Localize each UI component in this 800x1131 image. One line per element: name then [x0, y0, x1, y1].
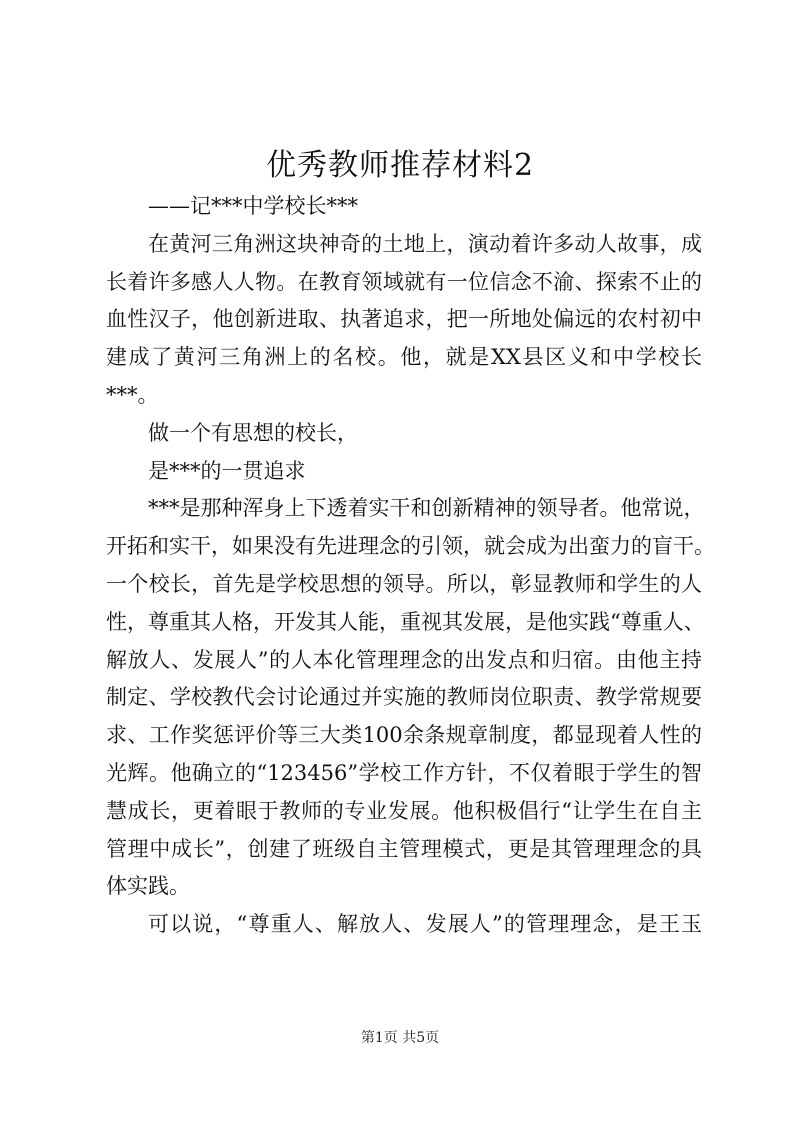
paragraph-line: ***是那种浑身上下透着实干和创新精神的领导者。他常说， [148, 496, 705, 521]
paragraph-line: 慧成长，更着眼于教师的专业发展。他积极倡行“让学生在自主 [106, 798, 702, 823]
paragraph-line: 制定、学校教代会讨论通过并实施的教师岗位职责、教学常规要 [106, 685, 702, 710]
paragraph-line: ***。 [106, 382, 159, 407]
paragraph-line: 血性汉子，他创新进取、执著追求，把一所地处偏远的农村初中 [106, 307, 702, 332]
paragraph-line: 开拓和实干，如果没有先进理念的引领，就会成为出蛮力的盲干。 [106, 534, 715, 559]
paragraph-line: 体实践。 [106, 874, 190, 899]
subtitle-line: ——记***中学校长*** [148, 194, 358, 218]
paragraph-line: 建成了黄河三角洲上的名校。他，就是XX县区义和中学校长 [106, 345, 702, 370]
paragraph-line: 一个校长，首先是学校思想的领导。所以，彰显教师和学生的人 [106, 571, 702, 596]
paragraph-line: 光辉。他确立的“123456”学校工作方针，不仅着眼于学生的智 [106, 760, 702, 785]
paragraph-line: 性，尊重其人格，开发其人能，重视其发展，是他实践“尊重人、 [106, 609, 705, 634]
document-title: 优秀教师推荐材料2 [265, 148, 535, 183]
paragraph-line: 可以说，“尊重人、解放人、发展人”的管理理念，是王玉 [148, 912, 702, 937]
paragraph-line: 管理中成长”，创建了班级自主管理模式，更是其管理理念的具 [106, 836, 702, 861]
paragraph-line: 长着许多感人人物。在教育领域就有一位信念不渝、探索不止的 [106, 269, 702, 294]
page-footer: 第1页 共5页 [360, 1030, 440, 1046]
paragraph-line: 求、工作奖惩评价等三大类100余条规章制度，都显现着人性的 [106, 723, 702, 748]
heading-line: 是***的一贯追求 [148, 458, 306, 483]
heading-line: 做一个有思想的校长， [148, 420, 358, 445]
paragraph-line: 在黄河三角洲这块神奇的土地上，演动着许多动人故事，成 [148, 231, 702, 256]
paragraph-line: 解放人、发展人”的人本化管理理念的出发点和归宿。由他主持 [106, 647, 702, 672]
document-body [106, 188, 715, 944]
